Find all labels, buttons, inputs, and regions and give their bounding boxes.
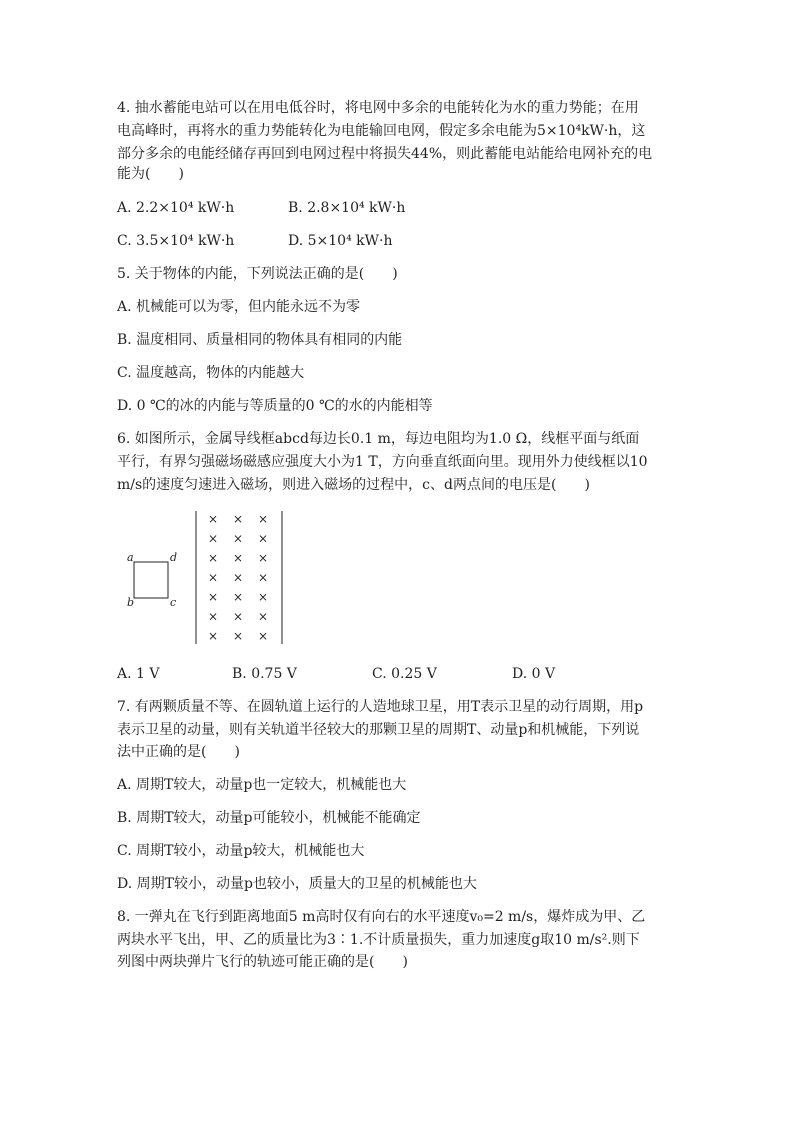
field-x-mark: ×	[233, 609, 244, 624]
field-x-mark: ×	[258, 512, 269, 526]
field-x-mark: ×	[258, 629, 269, 643]
q6-option-d: D. 0 V	[512, 666, 556, 682]
q4-option-c: C. 3.5×10⁴ kW·h	[117, 233, 235, 249]
q6-line-1: 6. 如图所示，金属导线框abcd每边长0.1 m，每边电阻均为1.0 Ω，线框平面与纸面	[117, 431, 640, 447]
label-c: c	[170, 596, 177, 609]
field-x-mark: ×	[208, 512, 219, 526]
q7-option-a: A. 周期T较大，动量p也一定较大，机械能也大	[117, 777, 407, 793]
wire-frame	[134, 562, 168, 598]
label-d: d	[170, 551, 178, 564]
field-x-mark: ×	[208, 531, 219, 546]
q6-figure	[122, 508, 292, 648]
q7-option-d: D. 周期T较小，动量p也较小，质量大的卫星的机械能也大	[117, 876, 477, 892]
q4-line-3: 部分多余的电能经储存再回到电网过程中将损失44%，则此蓄能电站能给电网补充的电	[117, 146, 653, 162]
field-x-mark: ×	[208, 609, 219, 624]
field-x-mark: ×	[233, 512, 244, 526]
q4-option-b: B. 2.8×10⁴ kW·h	[288, 200, 406, 216]
q4-line-2: 电高峰时，再将水的重力势能转化为电能输回电网，假定多余电能为5×10⁴kW·h，这	[117, 123, 646, 139]
q7-line-1: 7. 有两颗质量不等、在圆轨道上运行的人造地球卫星，用T表示卫星的动行周期，用p	[117, 699, 644, 715]
q6-line-3: m/s的速度匀速进入磁场，则进入磁场的过程中，c、d两点间的电压是( )	[117, 477, 590, 493]
field-x-mark: ×	[208, 590, 219, 604]
field-x-mark: ×	[208, 629, 219, 643]
field-x-mark: ×	[258, 590, 269, 604]
label-b: b	[127, 596, 135, 609]
field-x-mark: ×	[258, 570, 269, 585]
q7-line-2: 表示卫星的动量，则有关轨道半径较大的那颗卫星的周期T、动量p和机械能，下列说	[117, 722, 640, 738]
q6-line-2: 平行，有界匀强磁场磁感应强度大小为1 T，方向垂直纸面向里。现用外力使线框以10	[117, 454, 648, 470]
field-x-mark: ×	[258, 551, 269, 565]
q7-option-b: B. 周期T较大，动量p可能较小，机械能不能确定	[117, 810, 421, 826]
field-x-mark: ×	[258, 609, 269, 624]
q5-option-b: B. 温度相同、质量相同的物体具有相同的内能	[117, 332, 403, 348]
q6-option-b: B. 0.75 V	[232, 666, 297, 682]
q4-option-d: D. 5×10⁴ kW·h	[288, 233, 393, 249]
q8-line-2: 两块水平飞出，甲、乙的质量比为3∶1.不计质量损失，重力加速度g取10 m/s².则下	[117, 932, 640, 948]
field-x-mark: ×	[233, 531, 244, 546]
field-x-mark: ×	[208, 551, 219, 565]
q4-option-a: A. 2.2×10⁴ kW·h	[117, 200, 235, 216]
q5-option-c: C. 温度越高，物体的内能越大	[117, 365, 305, 381]
q5-stem: 5. 关于物体的内能，下列说法正确的是( )	[117, 266, 398, 282]
q4-line-1: 4. 抽水蓄能电站可以在用电低谷时，将电网中多余的电能转化为水的重力势能；在用	[117, 100, 639, 116]
field-x-mark: ×	[233, 551, 244, 565]
q8-line-1: 8. 一弹丸在飞行到距离地面5 m高时仅有向右的水平速度v₀=2 m/s，爆炸成为甲、乙	[117, 909, 646, 925]
q7-option-c: C. 周期T较小，动量p较大，机械能也大	[117, 843, 365, 859]
q5-option-d: D. 0 ℃的冰的内能与等质量的0 ℃的水的内能相等	[117, 398, 433, 414]
magnetic-field-marks	[208, 512, 268, 643]
field-x-mark: ×	[258, 531, 269, 546]
field-x-mark: ×	[233, 590, 244, 604]
q7-line-3: 法中正确的是( )	[117, 744, 240, 760]
q8-line-3: 列图中两块弹片飞行的轨迹可能正确的是( )	[117, 954, 408, 970]
field-x-mark: ×	[208, 570, 219, 585]
q4-line-4: 能为( )	[117, 166, 184, 182]
label-a: a	[127, 551, 134, 564]
field-x-mark: ×	[233, 629, 244, 643]
field-x-mark: ×	[233, 570, 244, 585]
q6-option-a: A. 1 V	[117, 666, 160, 682]
q5-option-a: A. 机械能可以为零，但内能永远不为零	[117, 299, 361, 315]
q6-option-c: C. 0.25 V	[372, 666, 437, 682]
